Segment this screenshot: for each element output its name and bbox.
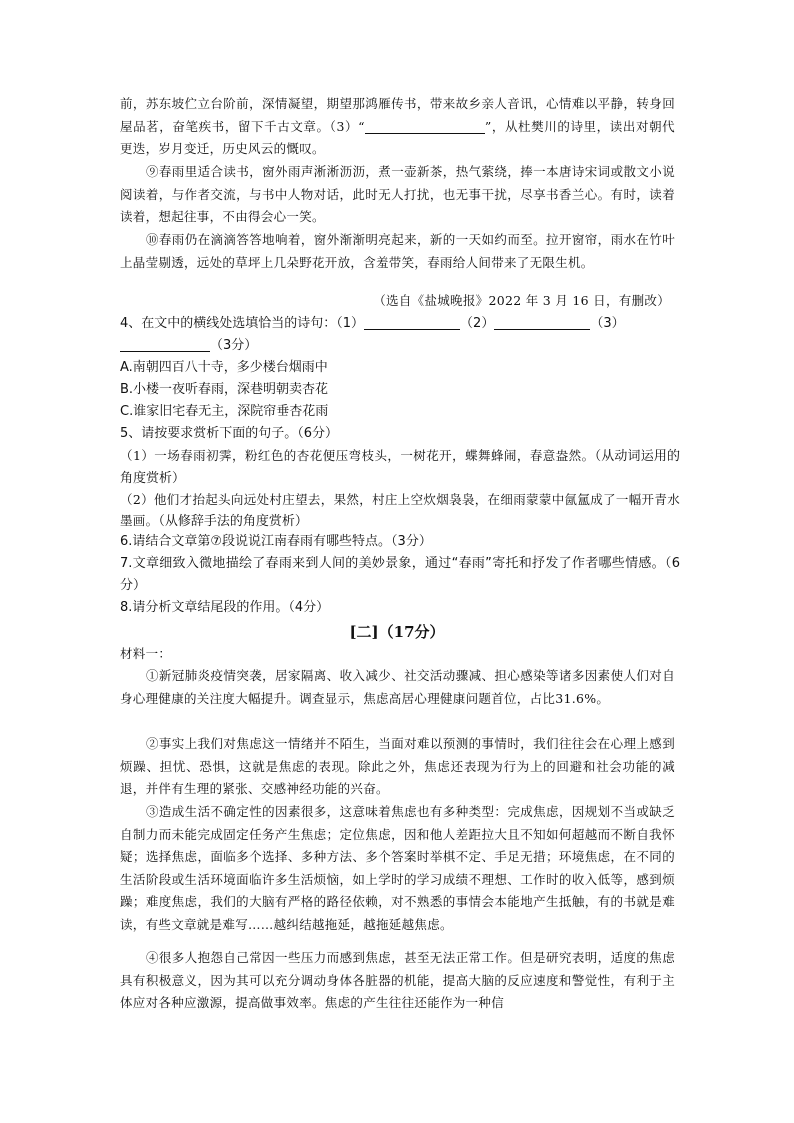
- question-4-marker-3: （3）: [590, 316, 625, 331]
- paragraph-text: 前，苏东坡伫立台阶前，深情凝望，期望那鸿雁传书，带来故乡亲人音讯，心情难以平静，转身回屋品茗，奋笔疾书，留下千古文章。（3）“: [120, 96, 675, 134]
- sentence-2-text: （2）他们才抬起头向远处村庄望去，果然，村庄上空炊烟袅袅，在细雨蒙蒙中氤氲成了一幅开青水墨画。: [120, 492, 680, 528]
- material-paragraph-4: ④很多人抱怨自己常因一些压力而感到焦虑，甚至无法正常工作。但是研究表明，适度的焦虑具有积极意义，因为其可以充分调动身体各脏器的机能，提高大脑的反应速度和警觉性，有利于主体应对各种应激源，提高做事效率。焦虑的产生往往还能作为一种信: [120, 950, 675, 1010]
- sentence-1-text: （1）一场春雨初霁，粉红色的杏花便压弯枝头，一树花开，蝶舞蜂闹，春意盎然。: [120, 448, 595, 463]
- sentence-2-requirement: （从修辞手法的角度赏析）: [158, 514, 308, 529]
- option-b: B.小楼一夜听春雨，深巷明朝卖杏花: [120, 382, 329, 397]
- option-a: A.南朝四百八十寺，多少楼台烟雨中: [120, 360, 328, 375]
- question-4: [120, 313, 680, 335]
- answer-blank-3-q[interactable]: [120, 336, 210, 352]
- material-label: 材料一：: [120, 646, 172, 661]
- material-paragraph-2: ②事实上我们对焦虑这一情绪并不陌生，当面对难以预测的事情时，我们往往会在心理上感到烦躁、担忧、恐惧，这就是焦虑的表现。除此之外，焦虑还表现为行为上的回避和社会功能的减退，并伴有生理的紧张、交感神经功能的兴奋。: [120, 736, 675, 796]
- answer-blank-2[interactable]: [494, 314, 590, 330]
- answer-blank-3[interactable]: [365, 118, 485, 134]
- question-4-stem: 4、在文中的横线处选填恰当的诗句：（1）: [120, 316, 365, 331]
- sentence-1-requirement: （从动词运用的角度赏析）: [120, 449, 680, 486]
- question-8: 8.请分析文章结尾段的作用。（4分）: [120, 600, 330, 615]
- material-paragraph-3: ③造成生活不确定性的因素很多，这意味着焦虑也有多种类型：完成焦虑，因规划不当或缺乏自制力而未能完成固定任务产生焦虑；定位焦虑，因和他人差距拉大且不知如何超越而不断自我怀疑；选择焦虑，面临多个选择、多种方法、多个答案时举棋不定、手足无措；环境焦虑，在不同的生活阶段或生活环境面临许多生活烦恼，如上学时的学习成绩不理想、工作时的收入低等，感到烦躁；难度焦虑，我们的大脑有严格的路径依赖，对不熟悉的事情会本能地产生抵触，有的书就是难读，有些文章就是难写……越纠结越拖延，越拖延越焦虑。: [120, 804, 675, 932]
- question-5: 5、请按要求赏析下面的句子。（6分）: [120, 426, 339, 441]
- option-c: C.谁家旧宅春无主，深院帘垂杏花雨: [120, 404, 329, 419]
- answer-blank-1[interactable]: [364, 314, 460, 330]
- question-5-sentence-2: [120, 489, 680, 532]
- question-5-sentence-1: [120, 445, 680, 489]
- source-citation: （选自《盐城晚报》2022 年 3 月 16 日，有删改）: [373, 293, 670, 308]
- paragraph-text: ”，从杜樊川的诗里，读出对朝代更迭，岁月变迁，历史风云的慨叹。: [120, 118, 675, 156]
- section-2-title: [二]（17分）: [349, 623, 445, 641]
- question-4-score: （3分）: [210, 338, 258, 353]
- question-4-marker-2: （2）: [460, 316, 495, 331]
- passage-paragraph-9: ⑨春雨里适合读书，窗外雨声淅淅沥沥，煮一壶新茶，热气萦绕，捧一本唐诗宋词或散文小说阅读着，与作者交流，与书中人物对话，此时无人打扰，也无事干扰，尽享书香兰心。有时，读着读着，想起往事，不由得会心一笑。: [120, 164, 675, 224]
- question-4-line-2: [120, 335, 680, 357]
- passage-paragraph-10: ⑩春雨仍在滴滴答答地响着，窗外渐渐明亮起来，新的一天如约而至。拉开窗帘，雨水在竹叶上晶莹剔透，远处的草坪上几朵野花开放，含羞带笑，春雨给人间带来了无限生机。: [120, 232, 675, 270]
- question-7: 7.文章细致入微地描绘了春雨来到人间的美妙景象，通过“春雨”寄托和抒发了作者哪些情感。（6分）: [120, 556, 680, 593]
- passage-paragraph-cont: [120, 93, 675, 161]
- material-paragraph-1: ①新冠肺炎疫情突袭，居家隔离、收入减少、社交活动骤减、担心感染等诸多因素使人们对自身心理健康的关注度大幅提升。调查显示，焦虑高居心理健康问题首位，占比31.6%。: [120, 668, 675, 706]
- question-6: 6.请结合文章第⑦段说说江南春雨有哪些特点。（3分）: [120, 534, 432, 549]
